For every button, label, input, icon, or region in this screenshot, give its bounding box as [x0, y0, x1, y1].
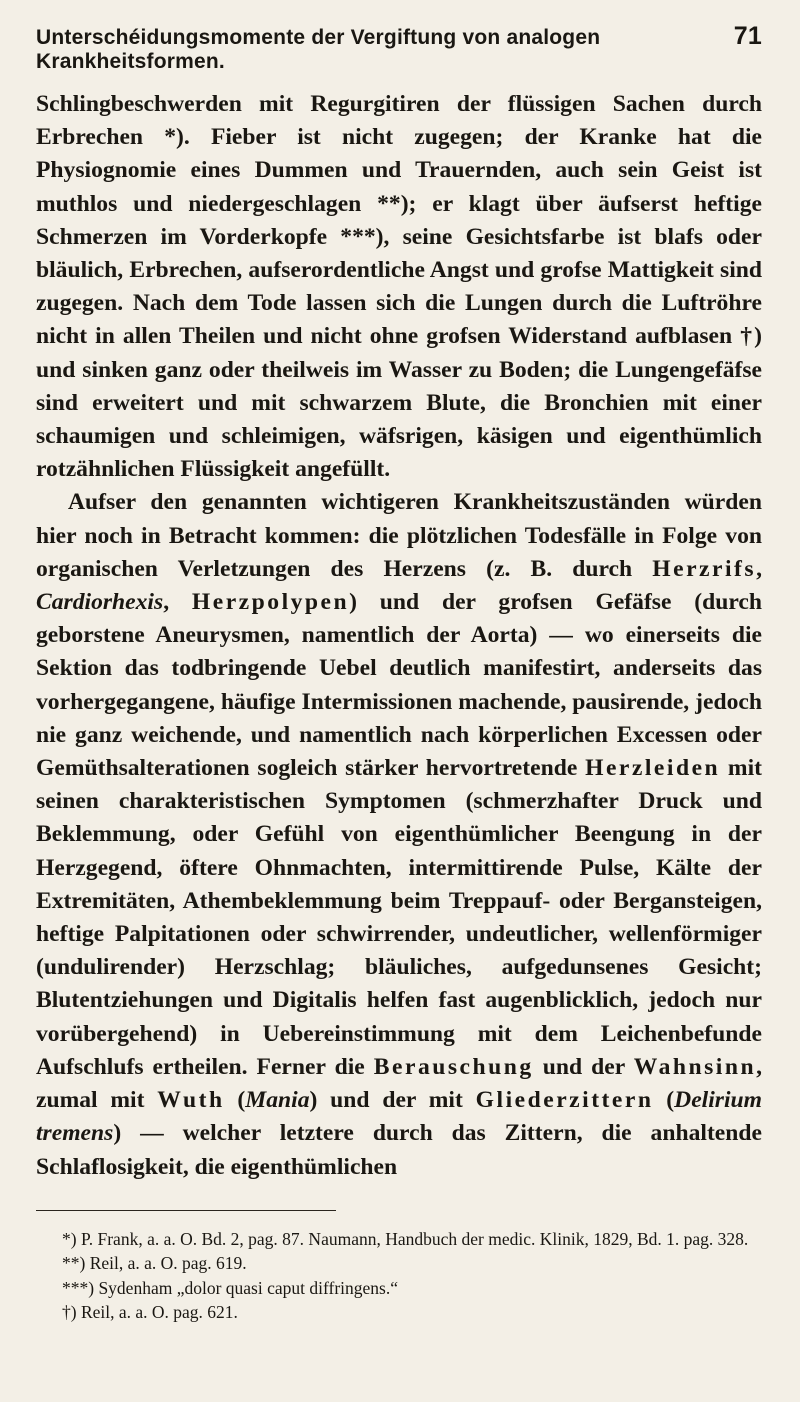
text-run: , zumal mit: [36, 1053, 762, 1114]
italic-term-mania: Mania: [245, 1087, 310, 1114]
footnote-1: *) P. Frank, a. a. O. Bd. 2, pag. 87. Naumann, Handbuch der medic. Klinik, 1829, Bd. 1. pag. 328.: [62, 1228, 749, 1249]
paragraph-1-text: Schlingbeschwerden mit Regurgitiren der flüssigen Sachen durch Erbrechen *). Fieber ist nicht zugegen; der Kranke hat die Physiognomie eines Dummen und Trauernden, auch sein Geist ist muthlos und niedergeschlagen **); er klagt über äufserst heftige Schmerzen im Vorderkopfe ***), seine Gesichtsfarbe ist blafs oder bläulich, Erbrechen, aufserordentliche Angst und grofse Mattigkeit sind zugegen. Nach dem Tode lassen sich die Lungen durch die Luftröhre nicht in allen Theilen und nicht ohne grofsen Widerstand aufblasen †) und sinken ganz oder theilweis im Wasser zu Boden; die Lungengefäfse sind erweitert und mit schwarzem Blute, die Bronchien mit einer schaumigen und schleimigen, wäfsrigen, käsigen und eigenthümlich rotzähnlichen Flüssigkeit angefüllt.: [36, 91, 762, 483]
text-run: ,: [756, 555, 763, 582]
text-run: ) und der mit: [309, 1087, 463, 1114]
spaced-term-wahnsinn: Wahnsinn: [633, 1053, 757, 1080]
spaced-term-herzpolypen: Herzpolypen: [191, 589, 350, 616]
footnote-divider: [36, 1210, 336, 1211]
text-run: Aufser den genannten wichtigeren Krankheitszuständen würden hier noch in Betracht kommen: die plötzlichen Todesfälle in Folge von organischen Verletzungen des Herzens (z. B. durch: [36, 489, 762, 582]
footnote-2: **) Reil, a. a. O. pag. 619.: [62, 1253, 247, 1274]
spaced-term-berauschung: Berauschung: [373, 1053, 534, 1080]
footnote-4: †) Reil, a. a. O. pag. 621.: [62, 1302, 238, 1323]
running-header: [36, 22, 762, 74]
paragraph-2: [36, 486, 762, 1183]
main-text: [36, 88, 762, 1184]
page-number: 71: [733, 22, 762, 50]
italic-term-cardiorhexis: Cardiorhexis: [36, 589, 164, 616]
text-run: (: [666, 1087, 675, 1114]
text-run: und der: [542, 1053, 625, 1080]
text-run: (: [237, 1087, 246, 1114]
running-title: Unterschéidungsmomente der Vergiftung von analogen Krankheitsformen.: [36, 26, 601, 73]
paragraph-1: [36, 88, 762, 486]
spaced-term-herzleiden: Herzleiden: [585, 755, 721, 782]
text-run: ) und der grofsen Gefäfse (durch geborstene Aneurysmen, namentlich der Aorta) — wo einerseits die Sektion das todbringende Uebel deutlich manifestirt, anderseits das vorhergegangene, häufige Intermissionen machende, pausirende, jedoch nie ganz weichende, und namentlich nach körperlichen Excessen oder Gemüthsalterationen sogleich stärker hervortretende: [36, 589, 762, 782]
spaced-term-gliederzittern: Gliederzittern: [475, 1087, 654, 1114]
footnote-3: ***) Sydenham „dolor quasi caput diffringens.“: [62, 1277, 398, 1298]
text-run: mit seinen charakteristischen Symptomen (schmerzhafter Druck und Beklemmung, oder Gefühl von eigenthümlicher Beengung in der Herzgegend, öftere Ohnmachten, intermittirende Pulse, Kälte der Extremitäten, Athembeklemmung beim Treppauf- oder Bergansteigen, heftige Palpitationen oder schwirrender, undeutlicher, wellenförmiger (undulirender) Herzschlag; bläuliches, aufgedunsenes Gesicht; Blutentziehungen und Digitalis helfen fast augenblicklich, jedoch nur vorübergehend) in Uebereinstimmung mit dem Leichenbefunde Aufschlufs ertheilen. Ferner die: [36, 755, 762, 1080]
footnotes: [36, 1227, 762, 1325]
text-run: ) — welcher letztere durch das Zittern, die anhaltende Schlaflosigkeit, die eigenthümlichen: [36, 1120, 762, 1180]
spaced-term-herzrifs: Herzrifs: [652, 555, 757, 582]
text-run: ,: [163, 589, 170, 616]
spaced-term-wuth: Wuth: [157, 1087, 225, 1114]
italic-term-delirium-tremens: Delirium tremens: [36, 1087, 762, 1147]
